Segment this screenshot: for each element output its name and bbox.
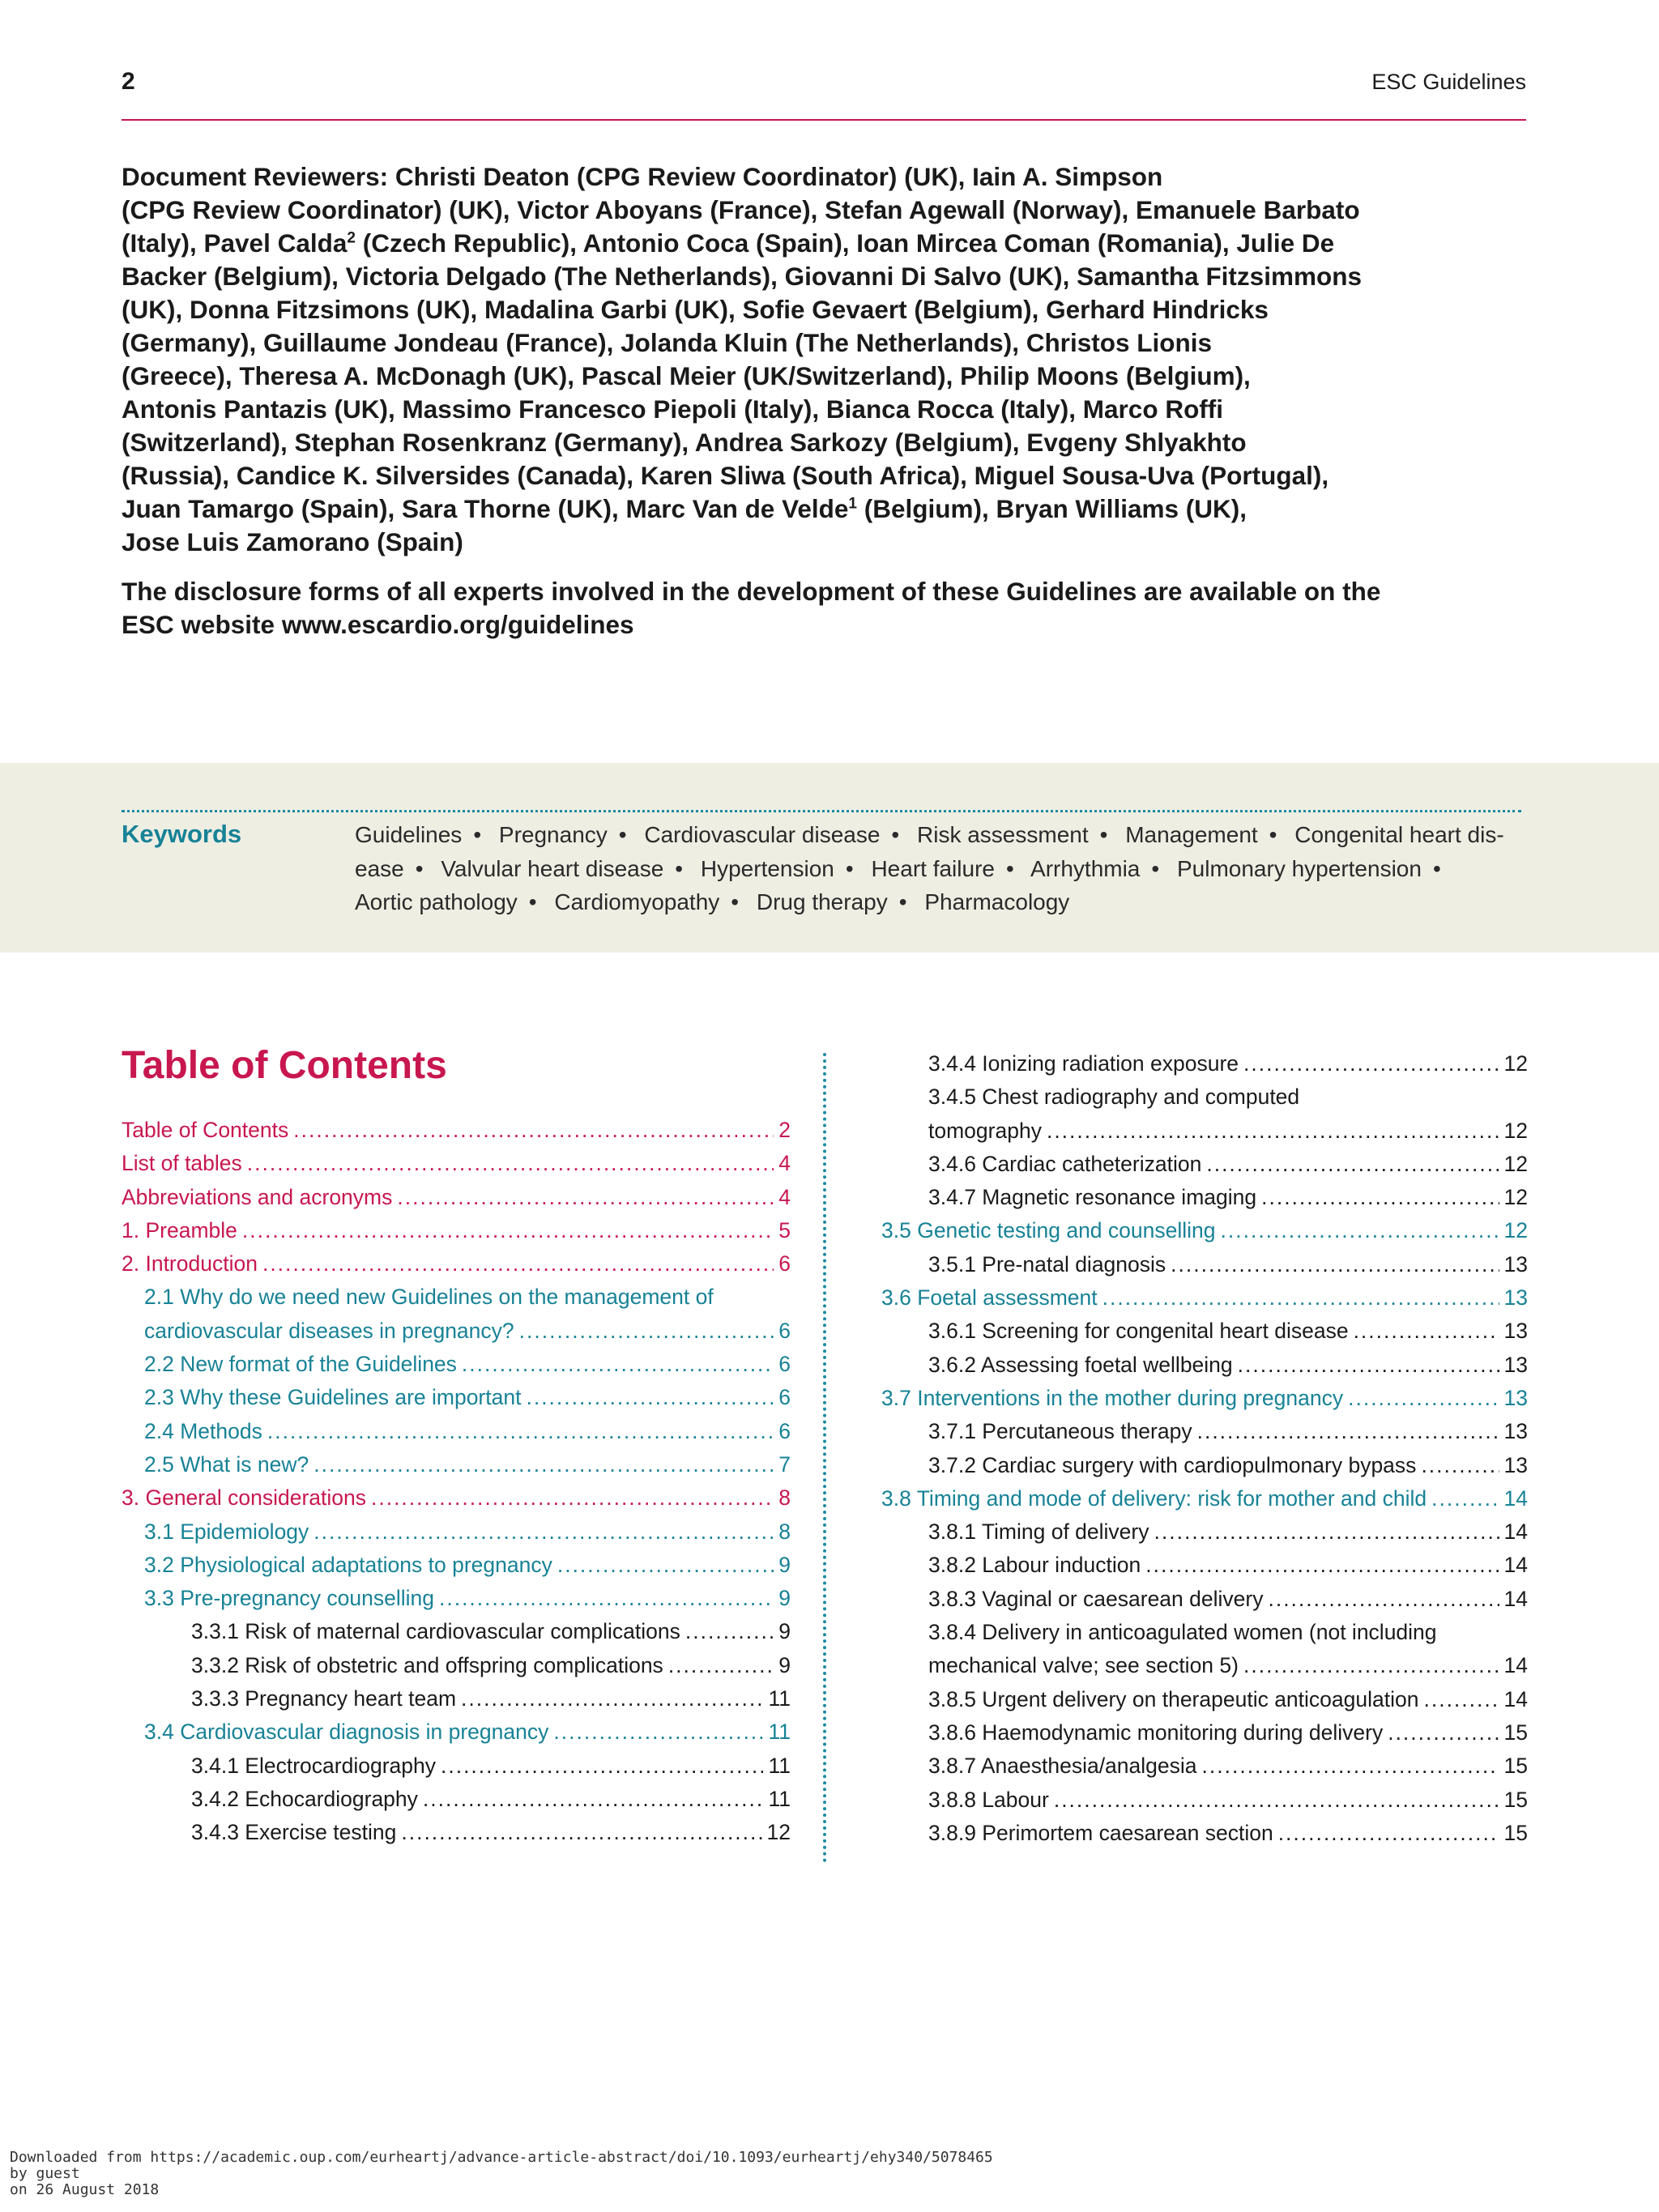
toc-leader-dots: [1238, 1349, 1499, 1382]
keyword-separator: •: [731, 889, 740, 914]
toc-entry-label: 3.4.2 Echocardiography: [191, 1786, 418, 1811]
page-number: 2: [122, 68, 135, 95]
toc-leader-dots: [313, 1515, 774, 1549]
keyword-item: Drug therapy: [756, 889, 888, 914]
toc-entry[interactable]: [881, 1750, 1528, 1783]
keyword-item: Aortic pathology: [355, 889, 518, 914]
reviewers-line: (UK), Donna Fitzsimons (UK), Madalina Garbi (UK), Sofie Gevaert (Belgium), Gerhard Hindricks: [122, 295, 1269, 324]
toc-entry[interactable]: [122, 1448, 791, 1481]
toc-page-number: 5: [778, 1217, 791, 1242]
toc-entry-label: 3.8.5 Urgent delivery on therapeutic anticoagulation: [928, 1686, 1419, 1711]
toc-entry-label: cardiovascular diseases in pregnancy?: [144, 1318, 514, 1343]
toc-entry[interactable]: [881, 1382, 1528, 1415]
toc-page-number: 12: [1503, 1051, 1528, 1076]
keyword-separator: •: [1151, 855, 1160, 881]
toc-entry[interactable]: [122, 1682, 791, 1715]
toc-entry[interactable]: [881, 1047, 1528, 1080]
reviewers-line: Antonis Pantazis (UK), Massimo Francesco Piepoli (Italy), Bianca Rocca (Italy), Marco Roffi: [122, 394, 1224, 424]
toc-leader-dots: [1145, 1549, 1499, 1582]
toc-leader-dots: [1268, 1583, 1499, 1616]
toc-leader-dots: [1047, 1115, 1499, 1148]
toc-entry-label: 2.1 Why do we need new Guidelines on the management of: [144, 1285, 714, 1310]
toc-leader-dots: [1423, 1683, 1499, 1716]
reviewers-line: (Greece), Theresa A. McDonagh (UK), Pascal Meier (UK/Switzerland), Philip Moons (Belgium),: [122, 361, 1251, 390]
toc-entry[interactable]: [881, 1716, 1528, 1750]
toc-entry[interactable]: [122, 1114, 791, 1147]
toc-entry[interactable]: [122, 1750, 791, 1783]
toc-leader-dots: [1388, 1716, 1499, 1750]
toc-entry[interactable]: [881, 1415, 1528, 1448]
affiliation-superscript: 1: [848, 495, 857, 513]
toc-leader-dots: [526, 1381, 774, 1414]
toc-entry[interactable]: [122, 1816, 791, 1849]
toc-entry[interactable]: [122, 1783, 791, 1816]
toc-leader-dots: [557, 1549, 774, 1582]
toc-page-number: 6: [778, 1418, 791, 1443]
toc-page-number: 9: [778, 1652, 791, 1677]
toc-leader-dots: [1197, 1415, 1499, 1448]
reviewers-line: (Belgium), Bryan Williams (UK),: [864, 494, 1247, 523]
toc-page-number: 13: [1503, 1251, 1528, 1276]
toc-leader-dots: [1261, 1181, 1499, 1214]
toc-entry[interactable]: [881, 1649, 1528, 1682]
toc-right-column: [881, 1047, 1528, 1850]
toc-page-number: 8: [778, 1519, 791, 1544]
keyword-separator: •: [528, 889, 537, 914]
toc-entry[interactable]: [881, 1248, 1528, 1281]
toc-page-number: 13: [1503, 1419, 1528, 1444]
toc-entry-label: 3.4.5 Chest radiography and computed: [928, 1085, 1300, 1110]
reviewers-line: (Italy), Pavel Calda: [122, 228, 348, 258]
column-divider: [823, 1053, 826, 1863]
toc-page-number: 15: [1503, 1787, 1528, 1812]
toc-entry[interactable]: [122, 1549, 791, 1582]
keyword-item: Pulmonary hypertension: [1176, 855, 1422, 881]
toc-entry[interactable]: [881, 1515, 1528, 1549]
keyword-item: Guidelines: [355, 822, 463, 847]
toc-leader-dots: [1202, 1750, 1499, 1783]
toc-page-number: 12: [1503, 1185, 1528, 1210]
toc-leader-dots: [462, 1348, 774, 1381]
toc-entry-label: 3.8.1 Timing of delivery: [928, 1519, 1149, 1545]
toc-entry-label: 3.6.2 Assessing foetal wellbeing: [928, 1352, 1233, 1377]
toc-leader-dots: [668, 1649, 774, 1682]
toc-entry-label: 3.3.3 Pregnancy heart team: [191, 1686, 457, 1711]
toc-leader-dots: [267, 1415, 774, 1448]
keyword-separator: •: [415, 855, 424, 881]
toc-page-number: 7: [778, 1451, 791, 1477]
toc-entry[interactable]: [881, 1349, 1528, 1382]
toc-entry[interactable]: [881, 1683, 1528, 1716]
toc-page-number: 9: [778, 1586, 791, 1611]
toc-entry-label: 3.4.3 Exercise testing: [191, 1820, 397, 1845]
toc-entry[interactable]: [122, 1247, 791, 1281]
toc-page-number: 15: [1503, 1754, 1528, 1779]
keyword-item: ease: [355, 855, 404, 881]
toc-page-number: 14: [1503, 1485, 1528, 1511]
toc-entry[interactable]: [881, 1549, 1528, 1582]
toc-entry-label: 3.3.2 Risk of obstetric and offspring complications: [191, 1652, 663, 1677]
disclosure-line: The disclosure forms of all experts involved in the development of these Guidelines are available on the: [122, 577, 1381, 606]
toc-page-number: 12: [1503, 1118, 1528, 1143]
toc-entry-label: 3.3.1 Risk of maternal cardiovascular complications: [191, 1619, 680, 1644]
toc-page-number: 11: [768, 1720, 791, 1745]
toc-page-number: 4: [778, 1151, 791, 1176]
toc-entry-label: 2.4 Methods: [144, 1418, 262, 1443]
toc-page-number: 4: [778, 1184, 791, 1209]
toc-leader-dots: [1154, 1515, 1499, 1549]
watermark-line: on 26 August 2018: [10, 2181, 160, 2198]
disclosure-statement: [122, 575, 1529, 641]
toc-leader-dots: [242, 1214, 774, 1247]
toc-page-number: 13: [1503, 1452, 1528, 1477]
toc-leader-dots: [293, 1114, 774, 1147]
keyword-separator: •: [1432, 855, 1441, 881]
toc-entry[interactable]: [122, 1381, 791, 1414]
toc-entry-label: 3.7.2 Cardiac surgery with cardiopulmonary bypass: [928, 1452, 1417, 1477]
toc-entry-label: 3.7.1 Percutaneous therapy: [928, 1419, 1192, 1444]
running-head: ESC Guidelines: [1371, 70, 1526, 94]
toc-entry[interactable]: [881, 1583, 1528, 1616]
toc-page-number: 13: [1503, 1352, 1528, 1377]
toc-entry[interactable]: [122, 1481, 791, 1515]
keyword-separator: •: [675, 855, 684, 881]
toc-page-number: 12: [1503, 1218, 1528, 1243]
toc-title: Table of Contents: [122, 1044, 447, 1087]
toc-entry-label: 2. Introduction: [122, 1251, 258, 1276]
toc-entry-label: 3.1 Epidemiology: [144, 1519, 309, 1544]
reviewers-line: (Czech Republic), Antonio Coca (Spain), Ioan Mircea Coman (Romania), Julie De: [362, 228, 1335, 258]
toc-leader-dots: [1243, 1649, 1499, 1682]
keyword-separator: •: [473, 822, 482, 847]
watermark-line: Downloaded from https://academic.oup.com/eurheartj/advance-article-abstract/doi/10.1093/eurheartj/ehy340/5078465: [10, 2149, 993, 2166]
toc-entry[interactable]: [881, 1784, 1528, 1817]
keyword-separator: •: [845, 855, 854, 881]
keyword-item: Congenital heart dis-: [1294, 822, 1504, 847]
toc-entry[interactable]: [122, 1615, 791, 1648]
toc-entry-label: 3.4 Cardiovascular diagnosis in pregnancy: [144, 1720, 549, 1745]
toc-entry-label: Table of Contents: [122, 1118, 289, 1142]
toc-entry[interactable]: [881, 1482, 1528, 1515]
keywords-dotted-rule: [122, 810, 1521, 812]
toc-page-number: 11: [768, 1753, 791, 1778]
keyword-item: Pregnancy: [498, 822, 608, 847]
toc-page-number: 14: [1503, 1553, 1528, 1578]
toc-entry-label: 3.6 Foetal assessment: [881, 1285, 1098, 1311]
toc-leader-dots: [1054, 1784, 1499, 1817]
watermark-line: by guest: [10, 2165, 80, 2182]
toc-entry[interactable]: [881, 1214, 1528, 1247]
toc-entry[interactable]: [122, 1715, 791, 1749]
toc-leader-dots: [1221, 1214, 1499, 1247]
reviewers-line: Jose Luis Zamorano (Spain): [122, 527, 463, 556]
toc-entry-label: 2.2 New format of the Guidelines: [144, 1352, 457, 1377]
toc-leader-dots: [1171, 1248, 1499, 1281]
toc-leader-dots: [1354, 1315, 1499, 1348]
toc-page-number: 13: [1503, 1285, 1528, 1311]
toc-entry[interactable]: [122, 1181, 791, 1214]
toc-entry[interactable]: [122, 1649, 791, 1682]
toc-leader-dots: [1421, 1449, 1499, 1482]
affiliation-superscript: 2: [347, 229, 356, 247]
toc-leader-dots: [441, 1750, 764, 1783]
toc-page-number: 12: [1503, 1151, 1528, 1176]
toc-entry-label: 3.8.7 Anaesthesia/analgesia: [928, 1754, 1197, 1779]
toc-entry-label: 3.8.6 Haemodynamic monitoring during delivery: [928, 1720, 1384, 1745]
toc-left-column: [122, 1114, 791, 1850]
reviewers-line: Juan Tamargo (Spain), Sara Thorne (UK), Marc Van de Velde: [122, 494, 849, 523]
toc-entry[interactable]: [122, 1515, 791, 1549]
toc-entry-label: 2.5 What is new?: [144, 1451, 309, 1477]
toc-leader-dots: [461, 1682, 763, 1715]
toc-entry-label: 3.8.4 Delivery in anticoagulated women (not including: [928, 1620, 1437, 1645]
toc-entry-label: 3. General considerations: [122, 1485, 366, 1511]
toc-page-number: 9: [778, 1552, 791, 1577]
toc-leader-dots: [397, 1181, 774, 1214]
toc-entry[interactable]: [122, 1582, 791, 1615]
toc-leader-dots: [423, 1783, 764, 1816]
reviewers-line: (Russia), Candice K. Silversides (Canada), Karen Sliwa (South Africa), Miguel Sousa-Uva (Portugal),: [122, 461, 1329, 490]
toc-entry-label: mechanical valve; see section 5): [928, 1653, 1239, 1678]
toc-page-number: 15: [1503, 1820, 1528, 1845]
toc-entry[interactable]: [881, 1281, 1528, 1315]
toc-entry-label: 3.5.1 Pre-natal diagnosis: [928, 1251, 1166, 1276]
toc-leader-dots: [1278, 1817, 1499, 1850]
toc-entry-label: List of tables: [122, 1151, 242, 1176]
keyword-separator: •: [1005, 855, 1014, 881]
toc-entry[interactable]: [881, 1115, 1528, 1148]
document-reviewers: [122, 160, 1529, 559]
reviewers-line: (Switzerland), Stephan Rosenkranz (Germany), Andrea Sarkozy (Belgium), Evgeny Shlyakhto: [122, 428, 1247, 457]
toc-page-number: 9: [778, 1619, 791, 1644]
keywords-list: [355, 818, 1521, 919]
toc-entry[interactable]: [881, 1315, 1528, 1348]
reviewers-line: Backer (Belgium), Victoria Delgado (The Netherlands), Giovanni Di Salvo (UK), Samantha Fitzsimmons: [122, 262, 1362, 291]
keyword-item: Valvular heart disease: [441, 855, 664, 881]
toc-entry-label: 3.5 Genetic testing and counselling: [881, 1218, 1216, 1243]
keyword-item: Hypertension: [700, 855, 834, 881]
toc-entry-label: 3.4.7 Magnetic resonance imaging: [928, 1185, 1257, 1210]
keyword-item: Heart failure: [871, 855, 995, 881]
toc-page-number: 14: [1503, 1686, 1528, 1711]
toc-entry-label: Abbreviations and acronyms: [122, 1184, 393, 1209]
toc-entry-label: 3.4.1 Electrocardiography: [191, 1753, 436, 1778]
reviewers-line: Document Reviewers: Christi Deaton (CPG Review Coordinator) (UK), Iain A. Simpson: [122, 162, 1163, 191]
keyword-item: Arrhythmia: [1030, 855, 1141, 881]
toc-leader-dots: [247, 1147, 774, 1180]
toc-entry[interactable]: [881, 1449, 1528, 1482]
toc-page-number: 11: [768, 1786, 791, 1811]
toc-leader-dots: [401, 1816, 761, 1849]
toc-page-number: 14: [1503, 1519, 1528, 1545]
toc-page-number: 12: [766, 1820, 791, 1845]
download-watermark: [10, 2150, 993, 2198]
toc-entry-label: tomography: [928, 1118, 1042, 1143]
keyword-separator: •: [618, 822, 627, 847]
toc-page-number: 6: [778, 1352, 791, 1377]
toc-entry[interactable]: [881, 1148, 1528, 1181]
toc-leader-dots: [262, 1247, 774, 1281]
toc-entry-label: 3.2 Physiological adaptations to pregnancy: [144, 1552, 552, 1577]
toc-entry[interactable]: [122, 1348, 791, 1381]
toc-entry[interactable]: [122, 1147, 791, 1180]
toc-leader-dots: [1348, 1382, 1499, 1415]
toc-page-number: 6: [778, 1318, 791, 1343]
keywords-label: Keywords: [122, 820, 242, 848]
toc-leader-dots: [1206, 1148, 1499, 1181]
toc-entry[interactable]: [881, 1080, 1528, 1114]
keyword-item: Pharmacology: [924, 889, 1070, 914]
toc-page-number: 2: [778, 1118, 791, 1142]
toc-entry[interactable]: [122, 1415, 791, 1448]
toc-leader-dots: [1102, 1281, 1499, 1315]
keyword-separator: •: [1099, 822, 1108, 847]
toc-leader-dots: [1431, 1482, 1499, 1515]
keyword-separator: •: [891, 822, 900, 847]
toc-page-number: 14: [1503, 1653, 1528, 1678]
toc-entry-label: 3.4.6 Cardiac catheterization: [928, 1151, 1202, 1176]
toc-entry-label: 3.7 Interventions in the mother during pregnancy: [881, 1385, 1344, 1410]
disclosure-line: ESC website www.escardio.org/guidelines: [122, 610, 634, 639]
keyword-item: Management: [1125, 822, 1258, 847]
reviewers-line: (CPG Review Coordinator) (UK), Victor Aboyans (France), Stefan Agewall (Norway), Emanuele Barbato: [122, 195, 1360, 224]
toc-leader-dots: [439, 1582, 774, 1615]
toc-entry-label: 3.6.1 Screening for congenital heart disease: [928, 1319, 1349, 1344]
toc-entry[interactable]: [122, 1281, 791, 1314]
toc-page-number: 8: [778, 1485, 791, 1511]
keyword-separator: •: [1269, 822, 1277, 847]
reviewers-line: (Germany), Guillaume Jondeau (France), Jolanda Kluin (The Netherlands), Christos Lionis: [122, 328, 1212, 357]
toc-entry-label: 3.8.2 Labour induction: [928, 1553, 1141, 1578]
keyword-item: Cardiomyopathy: [554, 889, 720, 914]
header-rule: [122, 119, 1526, 121]
toc-leader-dots: [1243, 1047, 1499, 1080]
toc-entry-label: 3.4.4 Ionizing radiation exposure: [928, 1051, 1239, 1076]
toc-entry-label: 2.3 Why these Guidelines are important: [144, 1385, 522, 1410]
toc-page-number: 11: [768, 1686, 791, 1711]
toc-entry-label: 3.8.9 Perimortem caesarean section: [928, 1820, 1273, 1845]
toc-page-number: 14: [1503, 1586, 1528, 1611]
toc-entry-label: 1. Preamble: [122, 1217, 237, 1242]
toc-entry[interactable]: [122, 1315, 791, 1348]
toc-entry[interactable]: [881, 1616, 1528, 1649]
toc-entry-label: 3.8.3 Vaginal or caesarean delivery: [928, 1586, 1264, 1611]
toc-entry[interactable]: [881, 1817, 1528, 1850]
toc-page-number: 15: [1503, 1720, 1528, 1745]
toc-leader-dots: [553, 1715, 763, 1749]
toc-page-number: 13: [1503, 1319, 1528, 1344]
toc-page-number: 13: [1503, 1385, 1528, 1410]
toc-leader-dots: [313, 1448, 774, 1481]
toc-leader-dots: [519, 1315, 774, 1348]
keyword-item: Cardiovascular disease: [644, 822, 881, 847]
keyword-item: Risk assessment: [917, 822, 1089, 847]
keywords-panel: [0, 763, 1659, 953]
toc-page-number: 6: [778, 1251, 791, 1276]
toc-page-number: 6: [778, 1385, 791, 1410]
toc-entry[interactable]: [122, 1214, 791, 1247]
toc-entry-label: 3.8 Timing and mode of delivery: risk for mother and child: [881, 1485, 1427, 1511]
toc-entry-label: 3.3 Pre-pregnancy counselling: [144, 1586, 434, 1611]
toc-leader-dots: [685, 1615, 774, 1648]
toc-entry[interactable]: [881, 1181, 1528, 1214]
toc-leader-dots: [371, 1481, 774, 1515]
toc-entry-label: 3.8.8 Labour: [928, 1787, 1049, 1812]
keyword-separator: •: [898, 889, 907, 914]
